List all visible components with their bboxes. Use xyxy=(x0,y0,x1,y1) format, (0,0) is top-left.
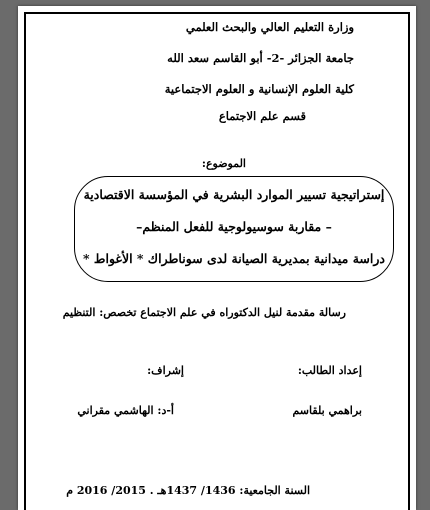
university-line: جامعة الجزائر -2- أبو القاسم سعد الله xyxy=(167,51,354,65)
document-page xyxy=(18,6,416,510)
student-label: إعداد الطالب: xyxy=(297,364,362,377)
title-line-3: دراسة ميدانية بمديرية الصيانة لدى سوناطراك * الأغواط * xyxy=(83,251,385,266)
faculty-line: كلية العلوم الإنسانية و العلوم الاجتماعية xyxy=(164,82,354,96)
ministry-line: وزارة التعليم العالي والبحث العلمي xyxy=(185,20,354,34)
student-name: براهمي بلقاسم xyxy=(292,404,362,417)
thesis-statement: رسالة مقدمة لنيل الدكتوراه في علم الاجتماع تخصص: التنظيم xyxy=(62,306,346,319)
supervisor-name: أ-د: الهاشمي مقراني xyxy=(77,404,174,417)
supervisor-label: إشراف: xyxy=(147,364,184,377)
title-line-1: إستراتيجية تسيير الموارد البشرية في المؤسسة الاقتصادية xyxy=(83,187,385,202)
subject-label: الموضوع: xyxy=(201,157,246,170)
department-line: قسم علم الاجتماع xyxy=(218,109,306,123)
title-box xyxy=(74,176,394,282)
title-line-2: – مقاربة سوسيولوجية للفعل المنظم– xyxy=(136,219,332,234)
academic-year: السنة الجامعية: 1436/ 1437هـ . 2015/ 2016 م xyxy=(66,484,310,497)
